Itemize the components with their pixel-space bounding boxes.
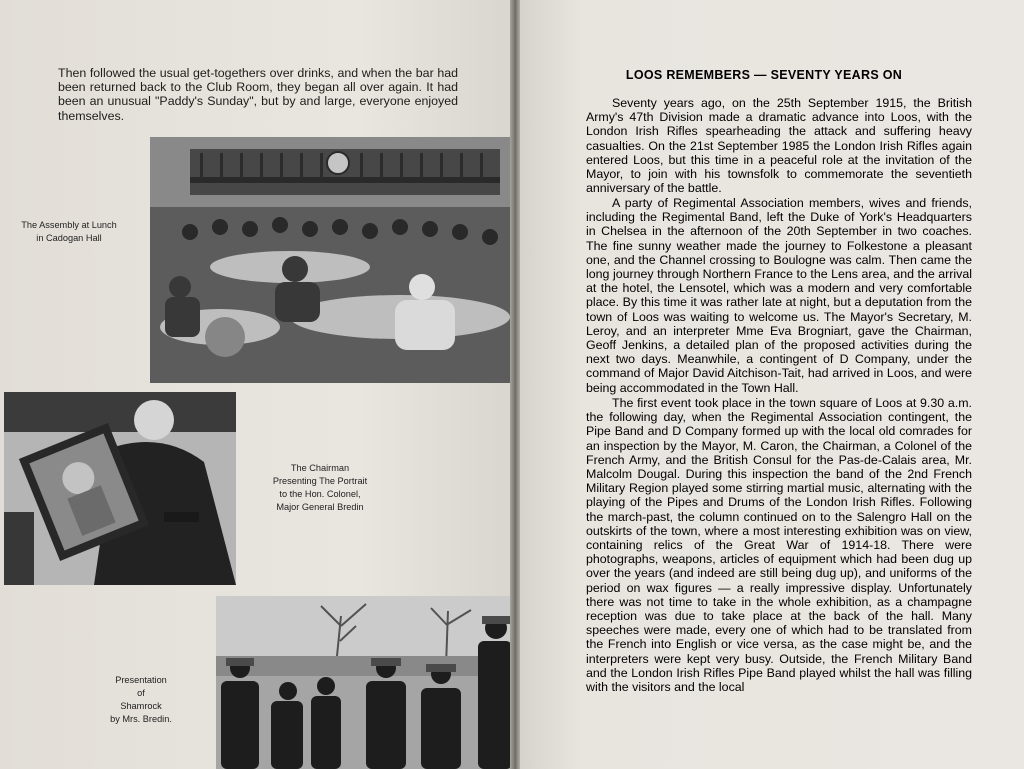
photo-chairman-portrait (4, 392, 236, 585)
caption-assembly: The Assembly at Lunch in Cadogan Hall (21, 220, 117, 243)
lunch-hall-illustration (150, 137, 514, 383)
caption-chairman: The Chairman Presenting The Portrait to the Hon. Colonel, Major General Bredin (272, 463, 368, 512)
caption-shamrock: Presentation of Shamrock by Mrs. Bredin. (110, 675, 172, 724)
intro-paragraph: Then followed the usual get-togethers over drinks, and when the bar had been returned back to the Club Room, they began all over again. It had been an unusual "Paddy's Sunday", but by and large, everyone enjoyed themselves. (58, 66, 458, 123)
article-paragraph-3: The first event took place in the town square of Loos at 9.30 a.m. the following day, when the Regimental Association contingent, the Pipe Band and D Company formed up with the local old comrades for an inspection by the Mayor, M. Caron, the Chairman, a Colonel of the French Army, and the British Consul for the Pas-de-Calais area, Mr. Malcolm Dougal. During this inspection the band of the 2nd French Military Region played some stirring martial music, alternating with the playing of the Pipes and Drums of the London Irish Rifles. Following the march-past, the column continued on to the Salengro Hall on the outskirts of the town, where a most interesting exhibition was on view, containing relics of the Great War of 1914-18. There were photographs, weapons, articles of equipment which had been dug up over the years (and indeed are still being dug up), and uniforms of the period on wax figures — a really impressive display. Unfortunately there was not time to take in the whole exhibition, as a champagne reception was due to take place at the back of the hall. Many speeches were made, every one of which had to be translated from the French into English or vice versa, as the case might be, and the interpreters were kept very busy. Outside, the French Military Band and the London Irish Rifles Pipe Band played whilst the hall was filling with the visitors and the local (586, 396, 972, 695)
portrait-presentation-illustration (4, 392, 236, 585)
photo-shamrock-presentation (216, 596, 512, 769)
article-paragraph-1: Seventy years ago, on the 25th September 1915, the British Army's 47th Division made a dramatic advance into Loos, with the London Irish Rifles spearheading the attack and suffering heavy casualties. On the 21st September 1985 the London Irish Rifles again entered Loos, but this time in a peaceful role at the invitation of the Mayor, to join with his townsfolk to commemorate the seventieth anniversary of the battle. (586, 96, 972, 196)
article-paragraph-2: A party of Regimental Association members, wives and friends, including the Regimental Band, left the Duke of York's Headquarters in Chelsea in the afternoon of the 20th September in two coaches. The fine sunny weather made the journey to Folkestone a pleasant one, and the Channel crossing to Boulogne was calm. Then came the long journey through Northern France to the Lens area, and the arrival at the hotel, the Lensotel, which was a modern and very comfortable place. By this time it was rather late at night, but a deputation from the town of Loos was waiting to welcome us. The Mayor's Secretary, M. Leroy, and an interpreter Mme Eva Brogniart, gave the Chairman, Geoff Jenkins, a detailed plan of the proposed activities during the next two days. Meanwhile, a contingent of D Company, under the command of Major David Aitchison-Tait, had arrived in Loos, and were being accommodated in the Town Hall. (586, 196, 972, 395)
outdoor-ceremony-illustration (216, 596, 512, 769)
article-title: LOOS REMEMBERS — SEVENTY YEARS ON (625, 68, 903, 82)
photo-assembly-at-lunch (150, 137, 514, 383)
